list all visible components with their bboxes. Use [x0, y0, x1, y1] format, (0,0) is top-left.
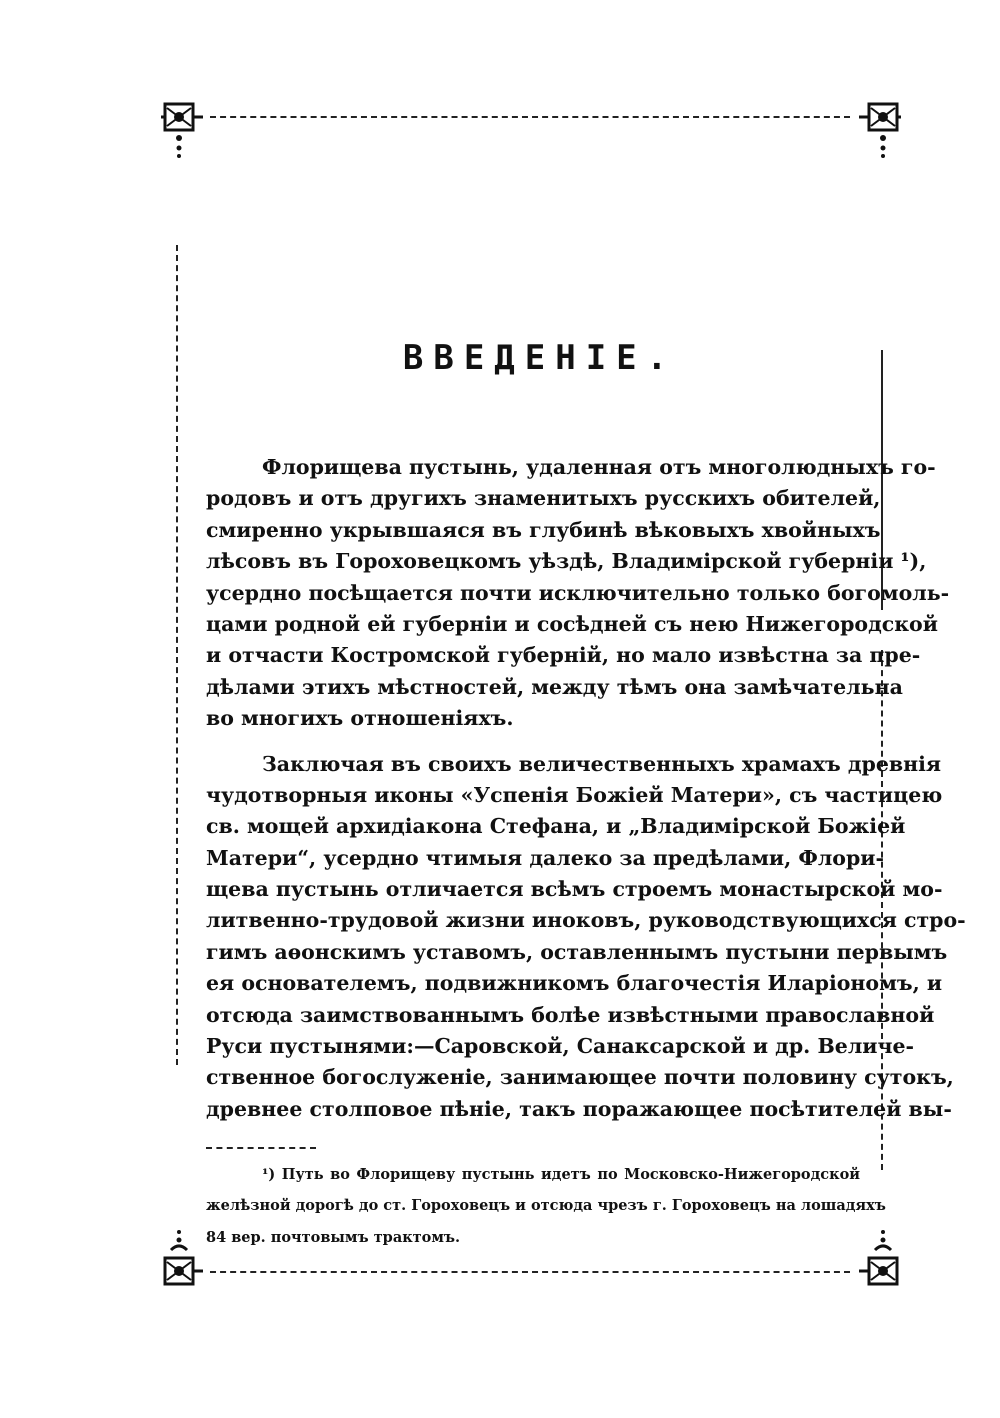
text-line: ея основателемъ, подвижникомъ благочестія Иларіономъ, и — [206, 971, 943, 996]
chapter-heading: ВВЕДЕНІЕ. — [402, 338, 678, 378]
text-line: смиренно укрывшаяся въ глубинѣ вѣковыхъ хвойныхъ — [206, 517, 881, 542]
text-line: усердно посѣщается почти исключительно только богомоль- — [206, 580, 950, 605]
text-line: дѣлами этихъ мѣстностей, между тѣмъ она замѣчательна — [206, 674, 903, 699]
text-line: Матери“, усердно чтимыя далеко за предѣлами, Флори- — [206, 845, 885, 870]
footnote-line: 84 вер. почтовымъ трактомъ. — [206, 1228, 461, 1246]
footnote-rule — [206, 1147, 316, 1149]
text-line: отсюда заимствованнымъ болѣе извѣстными православной — [206, 1002, 935, 1027]
left-border-rule — [176, 245, 178, 1065]
text-line: гимъ аѳонскимъ уставомъ, оставленнымъ пустыни первымъ — [206, 939, 948, 964]
text-line: Руси пустынями:—Саровской, Санаксарской и др. Величе- — [206, 1034, 915, 1059]
footnote-line: желѣзной дорогѣ до ст. Гороховецъ и отсюда чрезъ г. Гороховецъ на лошадяхъ — [206, 1197, 886, 1215]
text-line: щева пустынь отличается всѣмъ строемъ монастырской мо- — [206, 877, 943, 902]
text-line: цами родной ей губерніи и сосѣдней съ нею Нижегородской — [206, 611, 938, 636]
corner-ornament-icon — [157, 98, 207, 168]
text-line: литвенно-трудовой жизни иноковъ, руководствующихся стро- — [206, 908, 966, 933]
corner-ornament-icon — [157, 1222, 207, 1292]
body-text — [206, 452, 966, 1125]
text-line: ственное богослуженіе, занимающее почти половину сутокъ, — [206, 1065, 954, 1090]
footnote-line: ¹) Путь во Флорищеву пустынь идетъ по Московско-Нижегородской — [262, 1166, 860, 1183]
corner-ornament-icon — [855, 98, 905, 168]
text-line: родовъ и отъ другихъ знаменитыхъ русскихъ обителей, — [206, 486, 881, 511]
top-border-rule — [210, 116, 850, 118]
text-line: древнее столповое пѣніе, такъ поражающее посѣтителей вы- — [206, 1096, 952, 1121]
text-line: и отчасти Костромской губерній, но мало извѣстна за пре- — [206, 643, 921, 668]
text-line: во многихъ отношеніяхъ. — [206, 706, 514, 731]
text-line: Заключая въ своихъ величественныхъ храмахъ древнія — [262, 751, 942, 776]
bottom-border-rule — [210, 1271, 850, 1273]
footnote — [206, 1162, 886, 1256]
corner-ornament-icon — [855, 1222, 905, 1292]
text-line: Флорищева пустынь, удаленная отъ многолюдныхъ го- — [262, 455, 936, 479]
text-line: лѣсовъ въ Гороховецкомъ уѣздѣ, Владимірской губерніи ¹), — [206, 549, 927, 574]
text-line: чудотворныя иконы «Успенія Божіей Матери», съ частицею — [206, 782, 943, 807]
text-line: св. мощей архидіакона Стефана, и „Владимірской Божіей — [206, 814, 906, 839]
